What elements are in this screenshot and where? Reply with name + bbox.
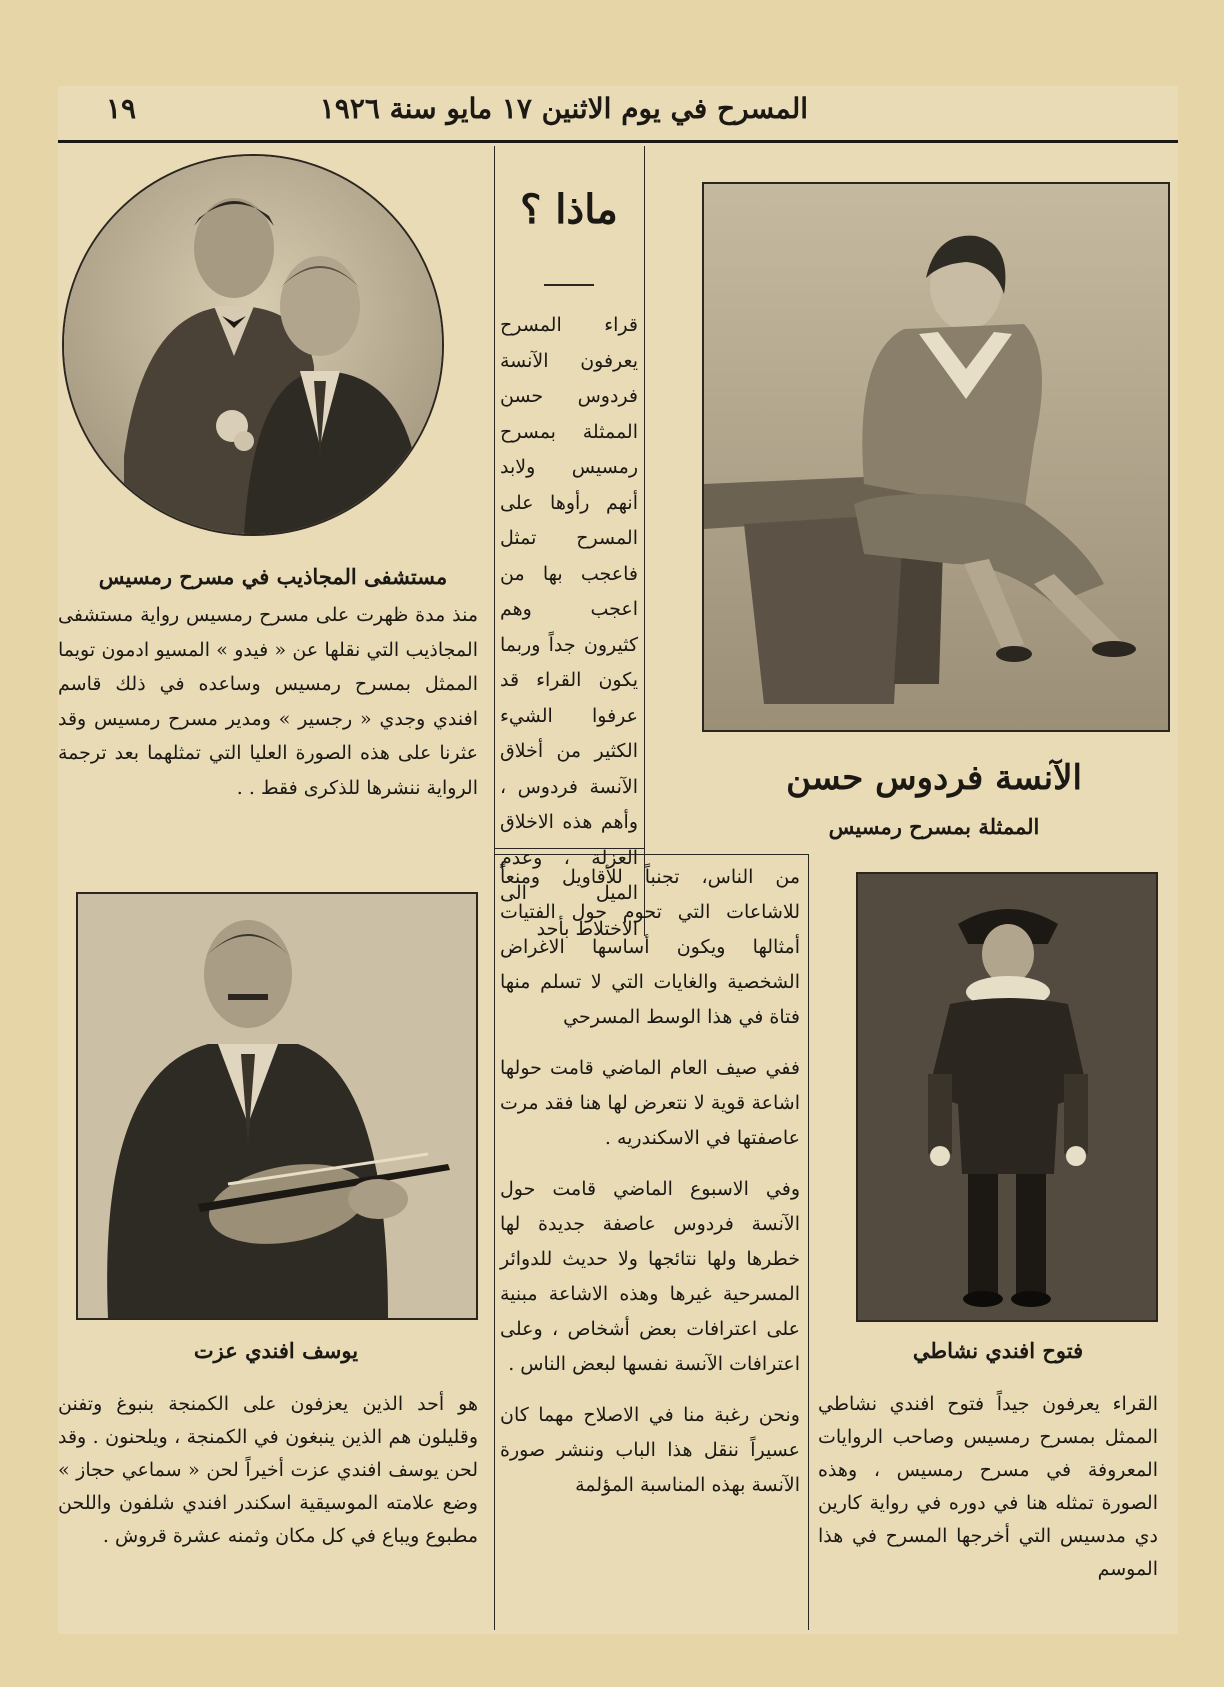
center-box-left-edge: [494, 854, 495, 1630]
header-title: المسرح في يوم الاثنين ١٧ مايو سنة ١٩٢٦: [319, 92, 808, 125]
title-rule: [544, 284, 594, 286]
newspaper-page: [58, 86, 1178, 1634]
portrait-photo-icon: [858, 874, 1156, 1320]
center-article-continued: [500, 860, 800, 1503]
portrait-photo-icon: [704, 184, 1168, 730]
center-box-right-rule: [808, 854, 809, 1630]
photo-violinist: [76, 892, 478, 1320]
center-article-title: ماذا ؟: [520, 186, 618, 233]
article-costumed-actor: القراء يعرفون جيداً فتوح افندي نشاطي الممثل بمسرح رمسيس وصاحب الروايات المعروفة في مسرح رمسيس ، وهذه الصورة تمثله هنا في دوره في رواية كارين دي مدسيس التي أخرجها المسرح في هذا الموسم: [818, 1393, 1158, 1580]
caption-two-men: مستشفى المجاذيب في مسرح رمسيس: [98, 564, 448, 589]
photo-actress: [702, 182, 1170, 732]
center-article-body: [500, 308, 638, 947]
caption-actress-name: الآنسة فردوس حسن: [786, 758, 1082, 798]
continued-paragraph: ففي صيف العام الماضي قامت حولها اشاعة قوية لا نتعرض لها هنا فقد مرت عاصفتها في الاسكندريه .: [500, 1057, 800, 1149]
column-divider-left: [494, 146, 495, 866]
article-two-men: منذ مدة ظهرت على مسرح رمسيس رواية مستشفى المجاذيب التي نقلها عن « فيدو » المسيو ادمون تويما الممثل بمسرح رمسيس وساعده في ذلك قاسم افندي وجدي « رجسير » ومدير مسرح رمسيس وقد عثرنا على هذه الصورة العليا التي تمثلهما بعد ترجمة الرواية ننشرها للذكرى فقط . .: [58, 604, 478, 799]
page-number: ١٩: [106, 92, 137, 125]
portrait-photo-icon: [64, 156, 442, 534]
portrait-photo-icon: [78, 894, 476, 1318]
continued-paragraph: من الناس، تجنباً للأقاويل ومنعاً للاشاعات التي تحوم حول الفتيات أمثالها ويكون أساسها الاغراض الشخصية والغايات التي لا تسلم منها فتاة في هذا الوسط المسرحي: [500, 866, 800, 1028]
article-violinist: هو أحد الذين يعزفون على الكمنجة بنبوغ وتفنن وقليلون هم الذين ينبغون في الكمنجة ، ويلحنون . وقد لحن يوسف افندي عزت أخيراً لحن « سماعي حجاز » وضع علامته الموسيقية اسكندر افندي شلفون واللحن مطبوع ويباع في كل مكان وثمنه عشرة قروش .: [58, 1393, 478, 1547]
photo-two-men: [62, 154, 444, 536]
page-header: [58, 86, 1178, 143]
caption-actress-role: الممثلة بمسرح رمسيس: [828, 814, 1040, 839]
caption-costumed-actor: فتوح افندي نشاطي: [912, 1338, 1084, 1363]
continued-paragraph: وفي الاسبوع الماضي قامت حول الآنسة فردوس عاصفة جديدة لها خطرها ولها نتائجها ولا حديث للدوائر المسرحية غيرها وهذه الاشاعة مبنية على اعترافات بعض أشخاص ، وعلى اعترافات الآنسة نفسها لبعض الناس .: [500, 1178, 800, 1375]
caption-violinist: يوسف افندي عزت: [193, 1338, 359, 1363]
center-paragraph: قراء المسرح يعرفون الآنسة فردوس حسن الممثلة بمسرح رمسيس ولابد أنهم رأوها على المسرح تمثل فاعجب بها من اعجب وهم كثيرون جداً وربما يكون القراء قد عرفوا الشيء الكثير من أخلاق الآنسة فردوس ، وأهم هذه الاخلاق العزلة ، وعدم الميل الى الاختلاط بأحد: [500, 314, 638, 940]
column-divider-right: [644, 146, 645, 936]
continued-paragraph: ونحن رغبة منا في الاصلاح مهما كان عسيراً ننقل هذا الباب وننشر صورة الآنسة بهذه المناسبة المؤلمة: [500, 1404, 800, 1496]
photo-costumed-actor: [856, 872, 1158, 1322]
